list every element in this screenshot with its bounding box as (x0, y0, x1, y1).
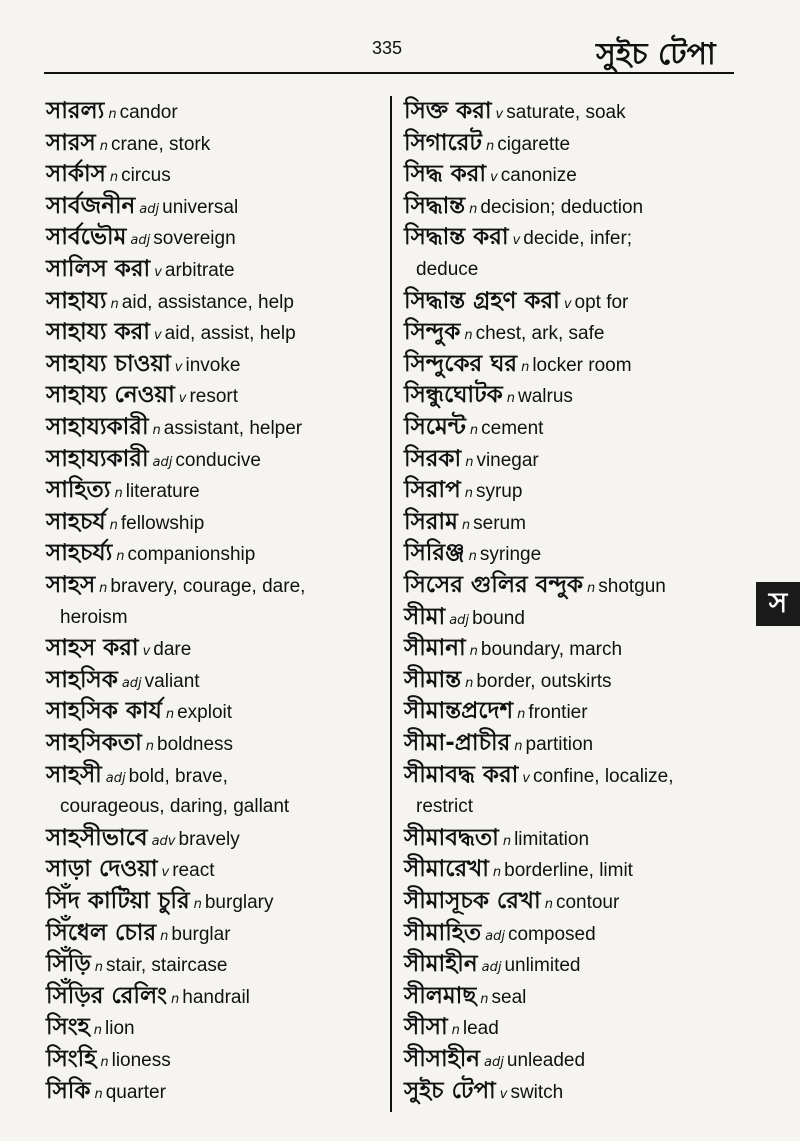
definition: circus (121, 165, 171, 187)
definition: boundary, march (480, 639, 623, 661)
headword: সাহস করা (46, 635, 139, 662)
headword: সীমাহীন (404, 951, 478, 978)
part-of-speech: v (522, 770, 531, 786)
dictionary-entry (404, 380, 749, 414)
definition: saturate, soak (506, 102, 626, 123)
running-head: সুইচ টেপা (596, 37, 716, 72)
headword: সিকি (46, 1077, 91, 1104)
dictionary-entry (404, 349, 749, 383)
part-of-speech: v (499, 1086, 508, 1102)
page-number: 335 (372, 38, 403, 58)
thumb-index-tab[interactable]: স (756, 582, 800, 626)
part-of-speech: n (461, 517, 471, 533)
dictionary-entry (404, 886, 749, 920)
headword: সিঁধেল চোর (46, 919, 157, 946)
headword: সালিস করা (46, 256, 151, 282)
dictionary-entry (404, 570, 749, 604)
dictionary-entry (404, 696, 749, 730)
headword: সিগারেট (404, 129, 482, 156)
part-of-speech: adj (481, 960, 502, 976)
part-of-speech: n (506, 391, 515, 407)
dictionary-entry (404, 728, 749, 762)
dictionary-entry (404, 444, 749, 478)
part-of-speech: n (160, 928, 169, 944)
dictionary-entry (404, 981, 749, 1015)
part-of-speech: n (114, 486, 123, 502)
headword: সিসের গুলির বন্দুক (404, 572, 583, 598)
headword: সিদ্ধ করা (404, 161, 487, 188)
dictionary-entry (46, 1044, 391, 1078)
definition-continuation: heroism (60, 606, 128, 628)
part-of-speech: v (154, 265, 162, 280)
part-of-speech: adj (130, 233, 151, 249)
dictionary-entry (46, 222, 391, 256)
headword: সার্বভৌম (46, 224, 127, 251)
headword: সিঁড়ির রেলিং (46, 982, 168, 1009)
headword: সাড়া দেওয়া (46, 856, 158, 883)
dictionary-entry (404, 1012, 749, 1046)
headword: সাহায্য (46, 287, 107, 314)
definition: contour (555, 892, 620, 913)
headword: সীমাবদ্ধ করা (404, 761, 519, 788)
dictionary-entry (404, 286, 749, 320)
headword: সীমা (404, 603, 446, 630)
part-of-speech: n (145, 739, 154, 754)
headword: সিংহি (46, 1046, 97, 1072)
headword: সিন্ধুঘোটক (404, 382, 503, 409)
headword: সীমান্ত (404, 666, 462, 693)
definition: bold, brave, (128, 765, 228, 787)
headword: সাহায্যকারী (46, 414, 149, 440)
part-of-speech: adj (139, 201, 160, 217)
part-of-speech: n (94, 1086, 103, 1102)
dictionary-entry (46, 444, 391, 478)
dictionary-entry (404, 538, 749, 572)
definition: shotgun (598, 576, 666, 597)
definition: quarter (105, 1081, 166, 1103)
definition: exploit (177, 702, 233, 724)
headword: সার্বজনীন (46, 192, 136, 219)
definition: stair, staircase (106, 955, 228, 977)
definition: cigarette (497, 133, 571, 155)
dictionary-entry (46, 380, 391, 414)
part-of-speech: n (109, 517, 118, 533)
definition: react (172, 860, 215, 882)
definition: bound (472, 607, 525, 629)
headword: সীমাহিত (404, 919, 482, 946)
definition: lion (105, 1018, 135, 1040)
dictionary-entry (404, 918, 749, 952)
part-of-speech: v (142, 644, 151, 660)
part-of-speech: n (485, 138, 495, 154)
part-of-speech: n (544, 897, 553, 912)
dictionary-entry (404, 128, 749, 162)
dictionary-entry (404, 949, 749, 983)
dictionary-entry (46, 854, 391, 888)
definition: syrup (475, 481, 523, 503)
dictionary-entry (404, 96, 749, 130)
dictionary-entry (46, 412, 391, 446)
dictionary-entry (46, 728, 391, 762)
headword: সিন্দুকের ঘর (404, 350, 518, 377)
part-of-speech: n (109, 170, 119, 186)
dictionary-entry (46, 665, 391, 699)
headword: সাহচর্য্য (46, 540, 113, 567)
headword: সাহায্য করা (46, 319, 150, 346)
definition: burglar (171, 923, 231, 945)
definition: assistant, helper (163, 418, 303, 439)
definition: universal (162, 196, 239, 218)
part-of-speech: v (153, 328, 162, 344)
dictionary-entry (404, 760, 749, 794)
headword: সিংহ (46, 1014, 90, 1041)
definition: lioness (111, 1050, 171, 1071)
dictionary-entry (404, 665, 749, 699)
part-of-speech: n (171, 991, 180, 1007)
definition: fellowship (120, 512, 205, 534)
headword: সারল্য (46, 98, 105, 124)
part-of-speech: n (465, 454, 474, 470)
part-of-speech: n (587, 581, 596, 596)
part-of-speech: n (517, 707, 526, 723)
definition: borderline, limit (504, 860, 633, 882)
dictionary-entry (404, 317, 749, 351)
definition: unlimited (504, 955, 581, 977)
headword: সাহচর্য (46, 508, 106, 535)
definition: conducive (175, 449, 261, 471)
header-rule (44, 72, 734, 74)
definition: bravery, courage, dare, (110, 576, 306, 597)
headword: সাহসিক কার্য (46, 698, 162, 725)
headword: সিদ্ধান্ত করা (404, 224, 509, 251)
part-of-speech: adj (152, 454, 173, 470)
part-of-speech: v (495, 107, 504, 122)
definition: cement (481, 418, 544, 439)
definition: confine, localize, (533, 765, 674, 787)
dictionary-entry (46, 949, 391, 983)
headword: সিঁদ কাটিয়া চুরি (46, 888, 190, 914)
headword: সুইচ টেপা (404, 1077, 496, 1104)
part-of-speech: n (468, 549, 477, 565)
part-of-speech: adj (121, 675, 142, 691)
definition: valiant (144, 670, 200, 692)
dictionary-entry (46, 349, 391, 383)
definition: frontier (528, 702, 588, 724)
dictionary-entry (46, 823, 391, 857)
part-of-speech: n (465, 675, 474, 691)
headword: সাহিত্য (46, 477, 111, 504)
definition: bravely (178, 828, 240, 850)
definition: lead (462, 1018, 499, 1040)
dictionary-entry (46, 475, 391, 509)
headword: সীসাহীন (404, 1046, 481, 1072)
dictionary-entry (46, 159, 391, 193)
headword: সীলমাছ (404, 982, 477, 1009)
definition: vinegar (476, 449, 539, 471)
part-of-speech: v (178, 391, 187, 407)
definition: dare (153, 639, 192, 661)
definition: resort (189, 386, 239, 408)
definition: decide, infer; (523, 228, 633, 250)
definition: companionship (127, 544, 256, 566)
part-of-speech: adj (449, 612, 470, 628)
part-of-speech: n (464, 328, 473, 344)
headword: সিরাম (404, 508, 458, 535)
dictionary-entry (404, 854, 749, 888)
dictionary-entry (46, 538, 391, 572)
dictionary-entry (404, 507, 749, 541)
dictionary-entry (46, 507, 391, 541)
dictionary-entry (46, 96, 391, 130)
definition: seal (491, 986, 527, 1008)
part-of-speech: n (116, 549, 125, 565)
part-of-speech: n (469, 201, 478, 217)
definition: aid, assistance, help (121, 291, 294, 313)
headword: সাহস (46, 572, 96, 598)
part-of-speech: n (165, 707, 175, 723)
definition: limitation (514, 828, 590, 850)
dictionary-entry (46, 633, 391, 667)
headword: সীমা-প্রাচীর (404, 730, 511, 756)
headword: সিদ্ধান্ত (404, 192, 466, 219)
headword: সাহসীভাবে (46, 824, 148, 851)
part-of-speech: n (521, 359, 530, 375)
dictionary-entry (404, 222, 749, 256)
definition: candor (119, 102, 178, 123)
definition: locker room (532, 354, 632, 376)
dictionary-entry (46, 696, 391, 730)
headword: সীমান্তপ্রদেশ (404, 698, 514, 725)
headword: সীমাবদ্ধতা (404, 824, 499, 851)
part-of-speech: v (563, 296, 572, 312)
headword: সিরাপ (404, 477, 461, 504)
dictionary-entry (404, 1076, 749, 1110)
headword: সিঁড়ি (46, 951, 91, 978)
definition-continuation: deduce (416, 259, 479, 280)
headword: সাহায্য নেওয়া (46, 382, 175, 409)
headword: সিন্দুক (404, 319, 461, 346)
headword: সীমানা (404, 635, 466, 662)
part-of-speech: n (108, 107, 117, 122)
dictionary-entry (46, 128, 391, 162)
headword: সাহসিকতা (46, 730, 142, 756)
part-of-speech: n (94, 960, 104, 976)
definition: opt for (574, 291, 629, 313)
definition: decision; deduction (480, 196, 644, 218)
dictionary-entry (404, 159, 749, 193)
part-of-speech: v (174, 359, 183, 375)
dictionary-entry (46, 317, 391, 351)
definition: handrail (182, 986, 250, 1008)
part-of-speech: v (161, 865, 170, 881)
definition: arbitrate (164, 260, 235, 281)
headword: সারস (46, 129, 96, 156)
headword: সীমাসূচক রেখা (404, 888, 541, 914)
definition: unleaded (506, 1050, 586, 1071)
part-of-speech: v (512, 233, 521, 249)
headword: সিক্ত করা (404, 98, 492, 124)
dictionary-entry (46, 191, 391, 225)
part-of-speech: n (99, 581, 108, 596)
dictionary-entry (46, 886, 391, 920)
dictionary-entry (404, 602, 749, 636)
part-of-speech: n (514, 739, 523, 754)
part-of-speech: n (469, 423, 479, 438)
part-of-speech: n (502, 833, 512, 849)
part-of-speech: n (93, 1023, 103, 1039)
definition: switch (510, 1081, 564, 1103)
definition: aid, assist, help (164, 323, 296, 345)
definition: walrus (517, 386, 573, 408)
part-of-speech: n (152, 423, 161, 438)
dictionary-entry (46, 760, 391, 794)
definition: border, outskirts (476, 670, 612, 692)
part-of-speech: n (480, 991, 489, 1007)
dictionary-entry (46, 286, 391, 320)
headword: সীমারেখা (404, 856, 489, 883)
headword: সাহসী (46, 761, 102, 788)
part-of-speech: v (490, 170, 498, 186)
part-of-speech: n (110, 296, 119, 312)
headword: সীসা (404, 1014, 448, 1041)
definition: invoke (185, 354, 241, 376)
dictionary-entry (404, 1044, 749, 1078)
definition: syringe (479, 544, 542, 566)
definition-continuation: restrict (416, 796, 473, 818)
headword: সাহায্যকারী (46, 445, 149, 472)
headword: সিদ্ধান্ত গ্রহণ করা (404, 287, 560, 314)
definition: literature (125, 481, 200, 503)
headword: সার্কাস (46, 161, 106, 188)
definition: burglary (204, 892, 274, 913)
part-of-speech: adv (151, 833, 176, 849)
definition: boldness (157, 734, 234, 755)
part-of-speech: n (451, 1023, 460, 1039)
definition: canonize (500, 165, 577, 187)
headword: সাহসিক (46, 666, 118, 693)
part-of-speech: adj (484, 1055, 504, 1070)
part-of-speech: n (492, 865, 502, 881)
dictionary-entry (404, 475, 749, 509)
definition: chest, ark, safe (475, 323, 605, 345)
dictionary-entry (46, 1076, 391, 1110)
part-of-speech: adj (105, 770, 126, 786)
dictionary-entry (46, 570, 391, 604)
dictionary-entry (404, 633, 749, 667)
dictionary-entry (404, 823, 749, 857)
part-of-speech: n (193, 897, 202, 912)
headword: সিরকা (404, 445, 462, 472)
definition: crane, stork (110, 133, 211, 155)
part-of-speech: adj (485, 928, 505, 944)
definition: partition (525, 734, 594, 755)
dictionary-entry (46, 254, 391, 288)
dictionary-entry (404, 412, 749, 446)
dictionary-entry (46, 1012, 391, 1046)
part-of-speech: n (464, 486, 473, 502)
part-of-speech: n (469, 644, 478, 660)
definition: sovereign (153, 228, 236, 250)
definition: composed (507, 923, 596, 945)
dictionary-entry (404, 191, 749, 225)
part-of-speech: n (99, 138, 108, 154)
dictionary-entry (46, 981, 391, 1015)
headword: সিরিঞ্জ (404, 540, 465, 567)
headword: সাহায্য চাওয়া (46, 350, 171, 377)
dictionary-entry (46, 918, 391, 952)
definition-continuation: courageous, daring, gallant (60, 796, 290, 818)
part-of-speech: n (100, 1055, 109, 1070)
headword: সিমেন্ট (404, 414, 466, 440)
definition: serum (473, 512, 526, 534)
